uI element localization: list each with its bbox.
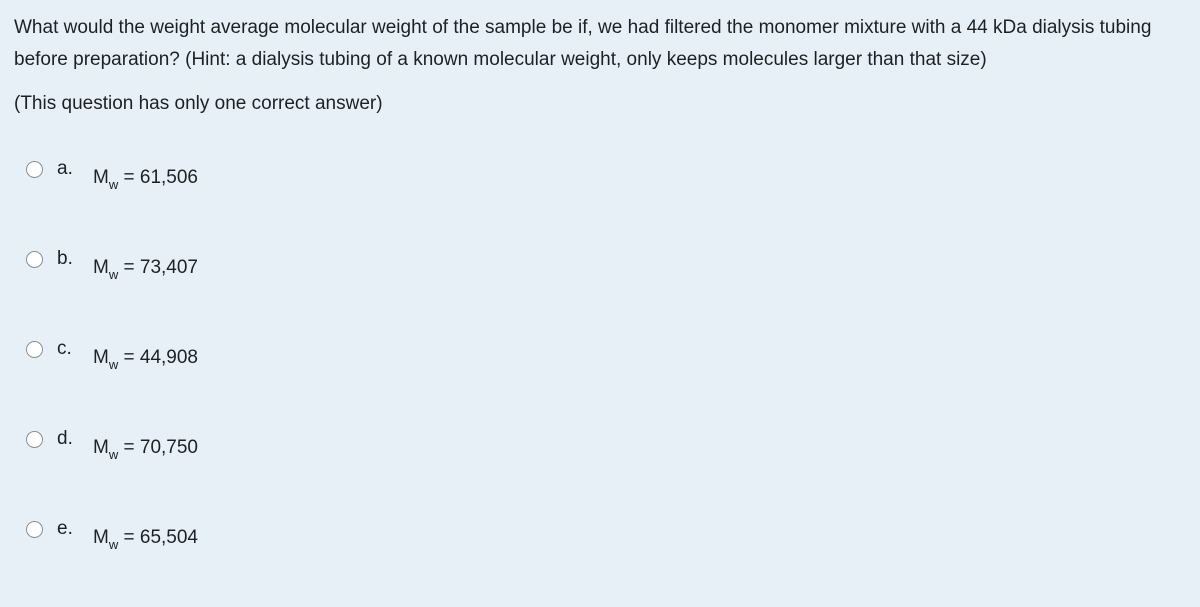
question-instruction: (This question has only one correct answer) bbox=[14, 93, 383, 114]
formula-subscript: w bbox=[108, 357, 119, 372]
formula-symbol: M bbox=[93, 257, 109, 278]
formula-symbol: M bbox=[93, 347, 109, 368]
radio-button-d[interactable] bbox=[26, 431, 43, 448]
option-formula bbox=[93, 347, 198, 370]
answer-option-d[interactable] bbox=[26, 428, 326, 468]
formula-relation: = bbox=[118, 167, 140, 188]
option-letter: b. bbox=[57, 248, 73, 269]
answer-option-c[interactable] bbox=[26, 338, 326, 378]
question-prompt: What would the weight average molecular weight of the sample be if, we had filtered the monomer mixture with a 44 kDa dialysis tubing before preparation? (Hint: a dialysis tubing of a known molecular weight, only keeps molecules larger than that size) bbox=[14, 17, 1152, 70]
option-value: 61,506 bbox=[139, 167, 198, 188]
radio-button-e[interactable] bbox=[26, 521, 43, 538]
radio-button-c[interactable] bbox=[26, 341, 43, 358]
option-value: 70,750 bbox=[139, 437, 198, 458]
formula-relation: = bbox=[118, 347, 140, 368]
option-letter: d. bbox=[57, 428, 73, 449]
option-value: 44,908 bbox=[139, 347, 198, 368]
radio-button-a[interactable] bbox=[26, 161, 43, 178]
option-formula bbox=[93, 527, 198, 550]
answer-option-e[interactable] bbox=[26, 518, 326, 558]
option-formula bbox=[93, 257, 198, 280]
answer-option-a[interactable] bbox=[26, 158, 326, 198]
option-value: 65,504 bbox=[139, 527, 198, 548]
formula-relation: = bbox=[118, 527, 140, 548]
answer-option-b[interactable] bbox=[26, 248, 326, 288]
formula-subscript: w bbox=[108, 177, 119, 192]
formula-symbol: M bbox=[93, 437, 109, 458]
formula-symbol: M bbox=[93, 167, 109, 188]
formula-relation: = bbox=[118, 437, 140, 458]
formula-subscript: w bbox=[108, 447, 119, 462]
formula-symbol: M bbox=[93, 527, 109, 548]
radio-button-b[interactable] bbox=[26, 251, 43, 268]
option-value: 73,407 bbox=[139, 257, 198, 278]
formula-relation: = bbox=[118, 257, 140, 278]
option-letter: c. bbox=[57, 338, 72, 359]
option-letter: e. bbox=[57, 518, 73, 539]
option-letter: a. bbox=[57, 158, 73, 179]
option-formula bbox=[93, 437, 198, 460]
formula-subscript: w bbox=[108, 267, 119, 282]
formula-subscript: w bbox=[108, 537, 119, 552]
option-formula bbox=[93, 167, 198, 190]
